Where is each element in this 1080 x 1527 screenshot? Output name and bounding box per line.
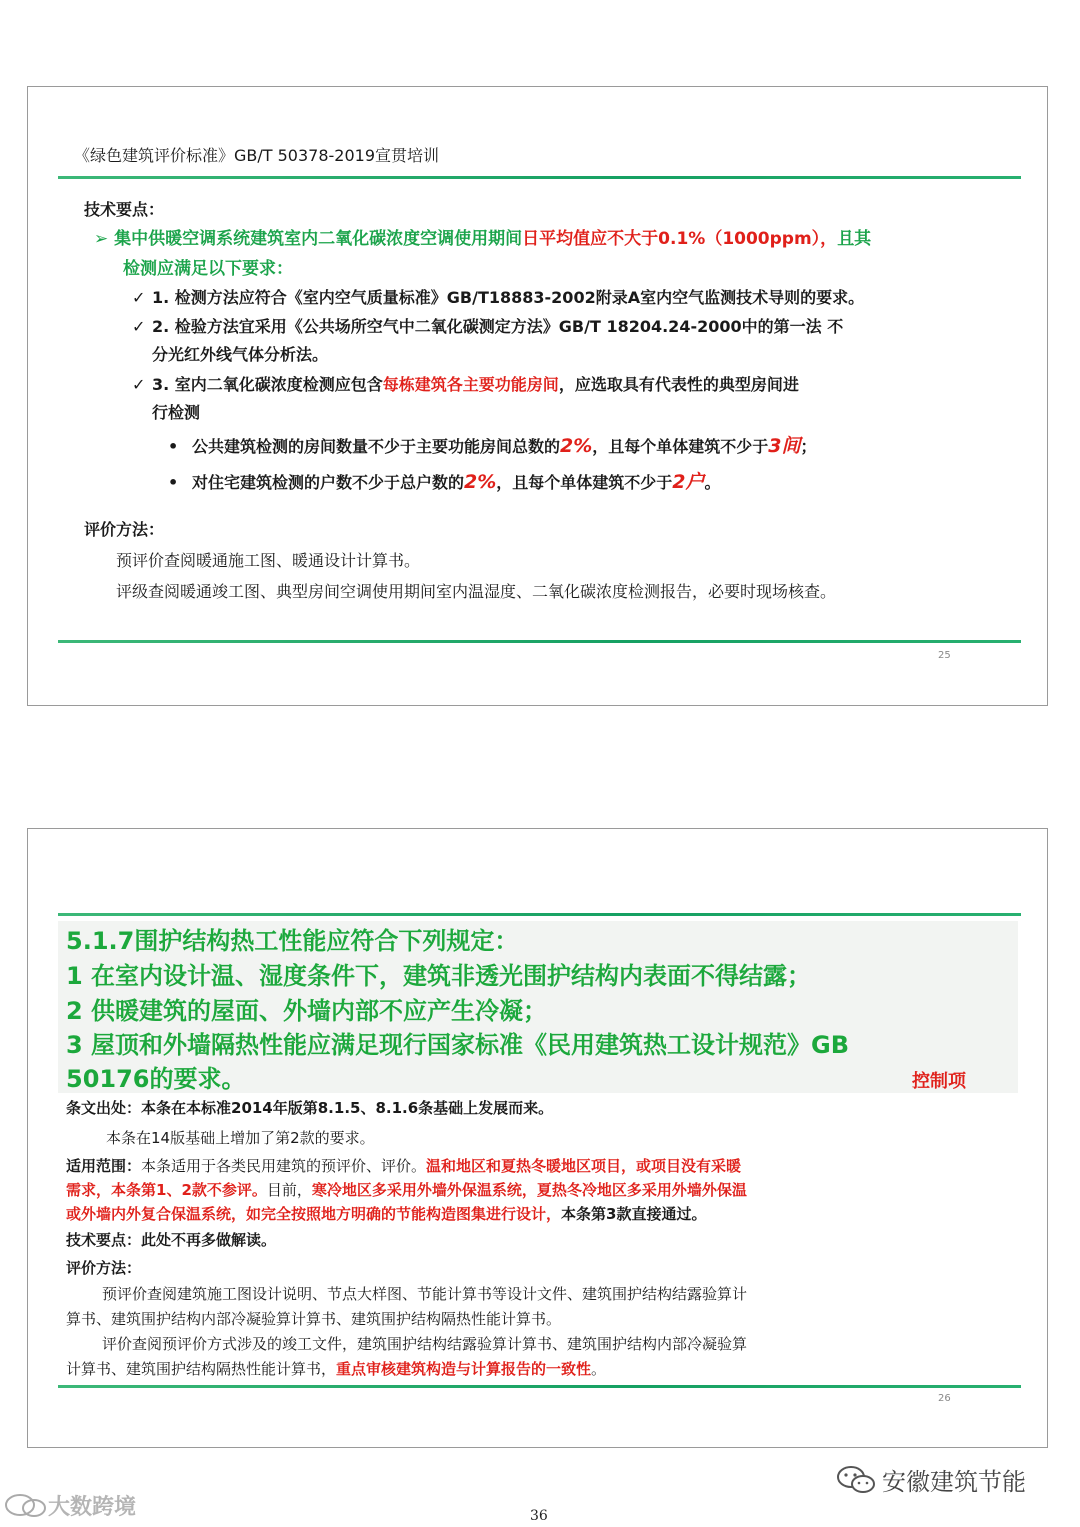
clause-title: 5.1.7围护结构热工性能应符合下列规定： (66, 927, 519, 955)
check-icon: ✓ (132, 288, 146, 307)
eval-line-1b: 算书、建筑围护结构内部冷凝验算计算书、建筑围护结构隔热性能计算书。 (66, 1310, 562, 1328)
eval-line-1: 预评价查阅暖通施工图、暖通设计计算书。 (116, 551, 421, 570)
source-line-2: 本条在14版基础上增加了第2款的要求。 (106, 1129, 375, 1147)
eval-title: 评价方法： (66, 1259, 142, 1277)
intro-line-1: ➢ 集中供暖空调系统建筑室内二氧化碳浓度空调使用期间日平均值应不大于0.1%（1000ppm），且其 (94, 229, 872, 249)
chat-bubble-icon (4, 1493, 48, 1519)
control-item-label: 控制项 (912, 1071, 966, 1092)
slide-header: 《绿色建筑评价标准》GB/T 50378-2019宣贯培训 (74, 146, 440, 165)
source-line: 条文出处：本条在本标准2014年版第8.1.5、8.1.6条基础上发展而来。 (66, 1099, 554, 1117)
eval-title: 评价方法： (84, 520, 165, 539)
watermark-left (4, 1490, 136, 1521)
eval-line-2a: 评价查阅预评价方式涉及的竣工文件，建筑围护结构结露验算计算书、建筑围护结构内部冷凝验算 (102, 1335, 748, 1353)
check-icon: ✓ (132, 375, 146, 394)
clause-item-2: 2 供暖建筑的屋面、外墙内部不应产生冷凝； (66, 997, 548, 1025)
bullet-residential: • 对住宅建筑检测的户数不少于总户数的2%，且每个单体建筑不少于2户。 (168, 471, 721, 493)
slide-25 (27, 86, 1048, 706)
slide-26 (27, 828, 1048, 1448)
wechat-icon (836, 1464, 876, 1496)
clause-item-1: 1 在室内设计温、湿度条件下，建筑非透光围护结构内表面不得结露； (66, 962, 812, 990)
list-item-2-cont: 分光红外线气体分析法。 (152, 345, 329, 364)
eval-line-1a: 预评价查阅建筑施工图设计说明、节点大样图、节能计算书等设计文件、建筑围护结构结露验算计 (102, 1285, 748, 1303)
footer-divider (58, 640, 1021, 643)
clause-item-3-cont: 50176的要求。 (66, 1065, 246, 1093)
arrow-bullet-icon: ➢ (94, 229, 109, 249)
slide-page-number: 26 (938, 1393, 951, 1404)
watermark-right (836, 1462, 1026, 1497)
top-divider (58, 913, 1021, 916)
eval-line-2b: 计算书、建筑围护结构隔热性能计算书，重点审核建筑构造与计算报告的一致性。 (66, 1360, 607, 1378)
intro-line-2: 检测应满足以下要求： (123, 259, 293, 279)
scope-line-2: 需求，本条第1、2款不参评。目前，寒冷地区多采用外墙外保温系统，夏热冬冷地区多采用外墙外保温 (66, 1181, 747, 1199)
list-item-2: ✓ 2. 检验方法宜采用《公共场所空气中二氧化碳测定方法》GB/T 18204.24-2000中的第一法 不 (132, 317, 844, 336)
list-item-3-cont: 行检测 (152, 403, 201, 422)
clause-item-3: 3 屋顶和外墙隔热性能应满足现行国家标准《民用建筑热工设计规范》GB (66, 1031, 850, 1059)
bullet-icon: • (168, 437, 179, 456)
page-number: 36 (530, 1508, 548, 1524)
right-logo-text: 安徽建筑节能 (882, 1468, 1026, 1496)
slide-page-number: 25 (938, 650, 951, 661)
footer-divider (58, 1385, 1021, 1388)
bullet-icon: • (168, 473, 179, 492)
left-logo-text: 大数跨境 (48, 1495, 137, 1520)
scope-line-1: 适用范围：本条适用于各类民用建筑的预评价、评价。温和地区和夏热冬暖地区项目，或项目没有采暖 (66, 1157, 742, 1175)
list-item-1: ✓ 1. 检测方法应符合《室内空气质量标准》GB/T18883-2002附录A室内空气监测技术导则的要求。 (132, 288, 865, 307)
list-item-3: ✓ 3. 室内二氧化碳浓度检测应包含每栋建筑各主要功能房间，应选取具有代表性的典型房间进 (132, 375, 799, 394)
tech-line: 技术要点：此处不再多做解读。 (66, 1231, 277, 1249)
check-icon: ✓ (132, 317, 146, 336)
scope-line-3: 或外墙内外复合保温系统，如完全按照地方明确的节能构造图集进行设计，本条第3款直接通过。 (66, 1205, 707, 1223)
eval-line-2: 评级查阅暖通竣工图、典型房间空调使用期间室内温湿度、二氧化碳浓度检测报告，必要时现场核查。 (116, 582, 837, 601)
header-divider (58, 176, 1021, 179)
bullet-public: • 公共建筑检测的房间数量不少于主要功能房间总数的2%，且每个单体建筑不少于3间； (168, 435, 817, 457)
tech-title: 技术要点： (84, 200, 165, 219)
